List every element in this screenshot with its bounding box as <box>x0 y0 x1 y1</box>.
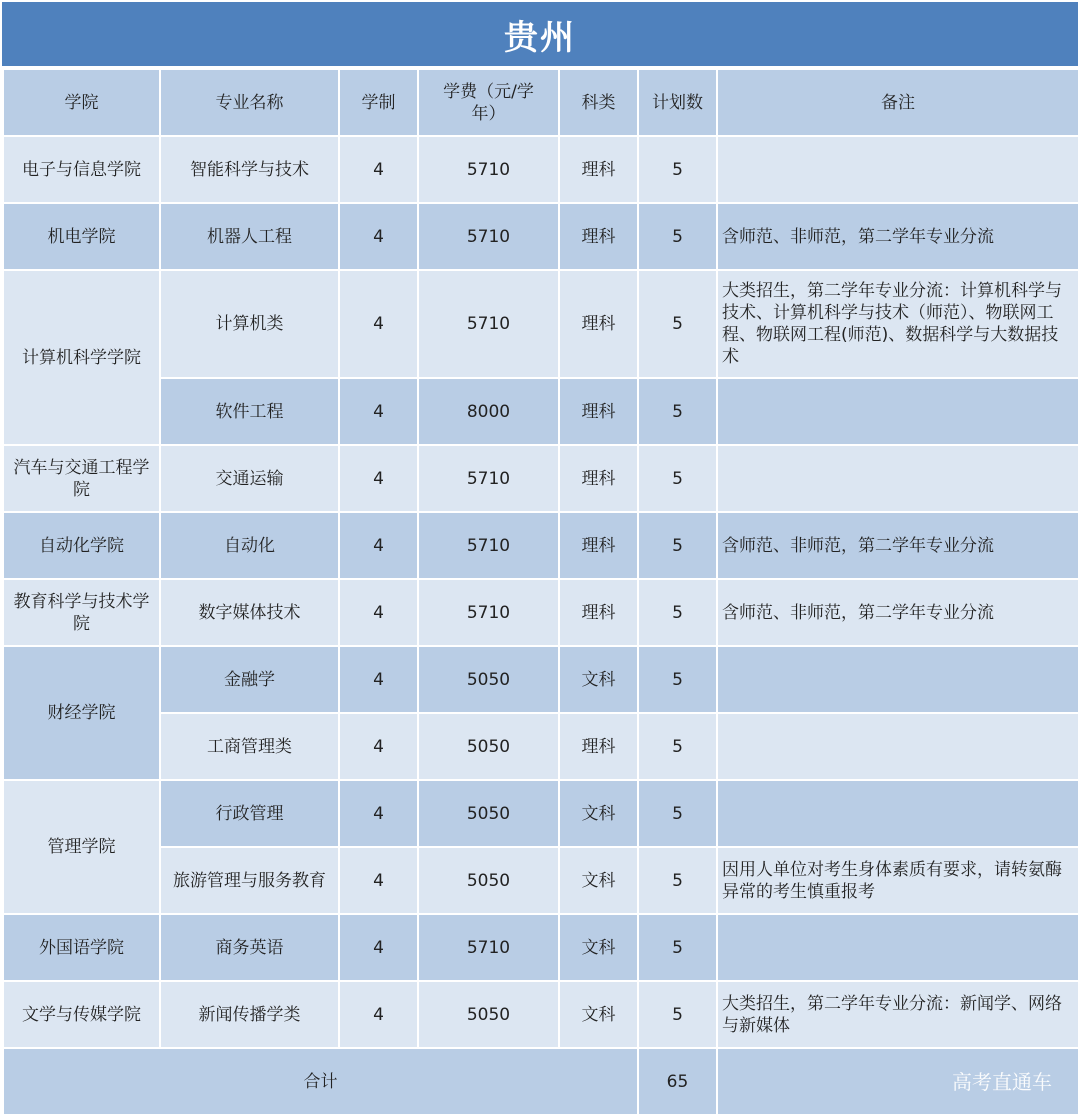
cell-major: 旅游管理与服务教育 <box>160 847 339 914</box>
cell-note <box>717 646 1079 713</box>
cell-category: 文科 <box>559 847 638 914</box>
total-label: 合计 <box>3 1048 638 1115</box>
cell-note <box>717 136 1079 203</box>
cell-fee: 5050 <box>418 780 559 847</box>
cell-major: 行政管理 <box>160 780 339 847</box>
table-row <box>3 981 1079 1048</box>
cell-plan: 5 <box>638 914 717 981</box>
cell-college: 自动化学院 <box>3 512 160 579</box>
cell-fee: 5050 <box>418 847 559 914</box>
cell-fee: 8000 <box>418 378 559 445</box>
cell-major: 交通运输 <box>160 445 339 512</box>
cell-fee: 5710 <box>418 136 559 203</box>
cell-major: 软件工程 <box>160 378 339 445</box>
cell-fee: 5710 <box>418 445 559 512</box>
cell-plan: 5 <box>638 136 717 203</box>
cell-major: 新闻传播学类 <box>160 981 339 1048</box>
header-row <box>3 69 1079 136</box>
cell-fee: 5710 <box>418 579 559 646</box>
cell-major: 商务英语 <box>160 914 339 981</box>
cell-years: 4 <box>339 713 418 780</box>
cell-college: 电子与信息学院 <box>3 136 160 203</box>
table-row <box>3 780 1079 847</box>
cell-years: 4 <box>339 646 418 713</box>
total-plan: 65 <box>638 1048 717 1115</box>
header-fee: 学费（元/学年） <box>418 69 559 136</box>
cell-plan: 5 <box>638 378 717 445</box>
cell-note: 含师范、非师范，第二学年专业分流 <box>717 579 1079 646</box>
header-note: 备注 <box>717 69 1079 136</box>
cell-note: 含师范、非师范，第二学年专业分流 <box>717 203 1079 270</box>
cell-major: 智能科学与技术 <box>160 136 339 203</box>
cell-plan: 5 <box>638 445 717 512</box>
cell-note <box>717 780 1079 847</box>
cell-note: 含师范、非师范，第二学年专业分流 <box>717 512 1079 579</box>
cell-major: 工商管理类 <box>160 713 339 780</box>
admission-plan-table <box>2 68 1080 1116</box>
cell-college: 外国语学院 <box>3 914 160 981</box>
cell-note: 因用人单位对考生身体素质有要求，请转氨酶异常的考生慎重报考 <box>717 847 1079 914</box>
cell-plan: 5 <box>638 780 717 847</box>
cell-years: 4 <box>339 378 418 445</box>
watermark-text: 高考直通车 <box>952 1069 1052 1094</box>
header-years: 学制 <box>339 69 418 136</box>
cell-fee: 5710 <box>418 203 559 270</box>
cell-years: 4 <box>339 445 418 512</box>
cell-college: 教育科学与技术学院 <box>3 579 160 646</box>
cell-category: 理科 <box>559 270 638 378</box>
header-plan: 计划数 <box>638 69 717 136</box>
total-note-cell <box>717 1048 1079 1115</box>
cell-category: 理科 <box>559 136 638 203</box>
cell-years: 4 <box>339 914 418 981</box>
cell-plan: 5 <box>638 512 717 579</box>
cell-college: 机电学院 <box>3 203 160 270</box>
cell-category: 理科 <box>559 512 638 579</box>
cell-plan: 5 <box>638 579 717 646</box>
cell-years: 4 <box>339 270 418 378</box>
table-row <box>3 445 1079 512</box>
cell-category: 文科 <box>559 780 638 847</box>
cell-plan: 5 <box>638 270 717 378</box>
cell-fee: 5050 <box>418 981 559 1048</box>
table-row <box>3 646 1079 713</box>
table-row <box>3 512 1079 579</box>
cell-plan: 5 <box>638 981 717 1048</box>
cell-fee: 5710 <box>418 914 559 981</box>
cell-plan: 5 <box>638 646 717 713</box>
cell-college: 计算机科学学院 <box>3 270 160 445</box>
table-row <box>3 203 1079 270</box>
cell-fee: 5050 <box>418 646 559 713</box>
cell-years: 4 <box>339 579 418 646</box>
header-major: 专业名称 <box>160 69 339 136</box>
cell-college: 财经学院 <box>3 646 160 780</box>
cell-years: 4 <box>339 136 418 203</box>
cell-major: 数字媒体技术 <box>160 579 339 646</box>
table-row <box>3 270 1079 378</box>
cell-note: 大类招生，第二学年专业分流：计算机科学与技术、计算机科学与技术（师范）、物联网工程、物联网工程(师范)、数据科学与大数据技术 <box>717 270 1079 378</box>
cell-years: 4 <box>339 847 418 914</box>
cell-major: 计算机类 <box>160 270 339 378</box>
cell-note <box>717 378 1079 445</box>
cell-category: 理科 <box>559 713 638 780</box>
cell-note <box>717 713 1079 780</box>
cell-college: 文学与传媒学院 <box>3 981 160 1048</box>
cell-major: 自动化 <box>160 512 339 579</box>
cell-college: 管理学院 <box>3 780 160 914</box>
table-row <box>3 579 1079 646</box>
cell-plan: 5 <box>638 713 717 780</box>
total-row <box>3 1048 1079 1115</box>
table-row <box>3 378 1079 445</box>
cell-category: 文科 <box>559 646 638 713</box>
table-row <box>3 914 1079 981</box>
cell-note: 大类招生，第二学年专业分流：新闻学、网络与新媒体 <box>717 981 1079 1048</box>
header-category: 科类 <box>559 69 638 136</box>
header-college: 学院 <box>3 69 160 136</box>
cell-fee: 5050 <box>418 713 559 780</box>
cell-category: 理科 <box>559 378 638 445</box>
cell-category: 理科 <box>559 203 638 270</box>
page-title: 贵州 <box>2 2 1078 66</box>
cell-college: 汽车与交通工程学院 <box>3 445 160 512</box>
cell-category: 理科 <box>559 445 638 512</box>
cell-category: 理科 <box>559 579 638 646</box>
cell-plan: 5 <box>638 203 717 270</box>
cell-category: 文科 <box>559 914 638 981</box>
cell-note <box>717 445 1079 512</box>
cell-category: 文科 <box>559 981 638 1048</box>
cell-years: 4 <box>339 203 418 270</box>
cell-years: 4 <box>339 780 418 847</box>
cell-major: 机器人工程 <box>160 203 339 270</box>
cell-years: 4 <box>339 512 418 579</box>
cell-note <box>717 914 1079 981</box>
cell-years: 4 <box>339 981 418 1048</box>
table-row <box>3 136 1079 203</box>
cell-fee: 5710 <box>418 512 559 579</box>
cell-plan: 5 <box>638 847 717 914</box>
cell-major: 金融学 <box>160 646 339 713</box>
table-row <box>3 847 1079 914</box>
cell-fee: 5710 <box>418 270 559 378</box>
table-row <box>3 713 1079 780</box>
